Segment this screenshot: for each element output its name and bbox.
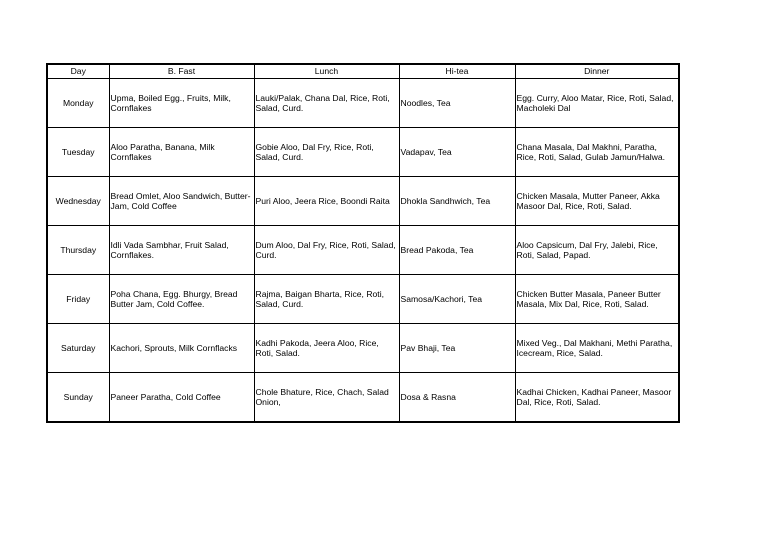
dinner-cell: Kadhai Chicken, Kadhai Paneer, Masoor Dal, Rice, Roti, Salad. (515, 373, 679, 423)
table-body (47, 79, 679, 423)
breakfast-cell: Poha Chana, Egg. Bhurgy, Bread Butter Jam, Cold Coffee. (109, 275, 254, 324)
lunch-cell: Puri Aloo, Jeera Rice, Boondi Raita (254, 177, 399, 226)
dinner-cell: Chana Masala, Dal Makhni, Paratha, Rice, Roti, Salad, Gulab Jamun/Halwa. (515, 128, 679, 177)
day-cell: Tuesday (47, 128, 109, 177)
breakfast-cell: Upma, Boiled Egg., Fruits, Milk, Cornflakes (109, 79, 254, 128)
header-day: Day (47, 64, 109, 79)
lunch-cell: Lauki/Palak, Chana Dal, Rice, Roti, Salad, Curd. (254, 79, 399, 128)
table-row (47, 373, 679, 423)
day-cell: Saturday (47, 324, 109, 373)
hitea-cell: Bread Pakoda, Tea (399, 226, 515, 275)
table-row (47, 79, 679, 128)
hitea-cell: Dosa & Rasna (399, 373, 515, 423)
header-lunch: Lunch (254, 64, 399, 79)
day-cell: Friday (47, 275, 109, 324)
lunch-cell: Kadhi Pakoda, Jeera Aloo, Rice, Roti, Salad. (254, 324, 399, 373)
hitea-cell: Samosa/Kachori, Tea (399, 275, 515, 324)
dinner-cell: Chicken Masala, Mutter Paneer, Akka Masoor Dal, Rice, Roti, Salad. (515, 177, 679, 226)
breakfast-cell: Idli Vada Sambhar, Fruit Salad, Cornflakes. (109, 226, 254, 275)
hitea-cell: Dhokla Sandhwich, Tea (399, 177, 515, 226)
hitea-cell: Pav Bhaji, Tea (399, 324, 515, 373)
dinner-cell: Chicken Butter Masala, Paneer Butter Masala, Mix Dal, Rice, Roti, Salad. (515, 275, 679, 324)
header-breakfast: B. Fast (109, 64, 254, 79)
breakfast-cell: Aloo Paratha, Banana, Milk Cornflakes (109, 128, 254, 177)
breakfast-cell: Paneer Paratha, Cold Coffee (109, 373, 254, 423)
hitea-cell: Vadapav, Tea (399, 128, 515, 177)
header-hitea: Hi-tea (399, 64, 515, 79)
hitea-cell: Noodles, Tea (399, 79, 515, 128)
table-row (47, 226, 679, 275)
table-header (47, 64, 679, 79)
table-row (47, 324, 679, 373)
table-row (47, 275, 679, 324)
day-cell: Wednesday (47, 177, 109, 226)
lunch-cell: Chole Bhature, Rice, Chach, Salad Onion, (254, 373, 399, 423)
lunch-cell: Dum Aloo, Dal Fry, Rice, Roti, Salad, Curd. (254, 226, 399, 275)
lunch-cell: Gobie Aloo, Dal Fry, Rice, Roti, Salad, Curd. (254, 128, 399, 177)
day-cell: Sunday (47, 373, 109, 423)
day-cell: Monday (47, 79, 109, 128)
dinner-cell: Aloo Capsicum, Dal Fry, Jalebi, Rice, Roti, Salad, Papad. (515, 226, 679, 275)
header-row (47, 64, 679, 79)
header-dinner: Dinner (515, 64, 679, 79)
day-cell: Thursday (47, 226, 109, 275)
breakfast-cell: Kachori, Sprouts, Milk Cornflacks (109, 324, 254, 373)
table-row (47, 177, 679, 226)
table-row (47, 128, 679, 177)
lunch-cell: Rajma, Baigan Bharta, Rice, Roti, Salad, Curd. (254, 275, 399, 324)
breakfast-cell: Bread Omlet, Aloo Sandwich, Butter-Jam, Cold Coffee (109, 177, 254, 226)
dinner-cell: Mixed Veg., Dal Makhani, Methi Paratha, Icecream, Rice, Salad. (515, 324, 679, 373)
meal-menu-table (46, 63, 680, 423)
dinner-cell: Egg. Curry, Aloo Matar, Rice, Roti, Salad, Macholeki Dal (515, 79, 679, 128)
